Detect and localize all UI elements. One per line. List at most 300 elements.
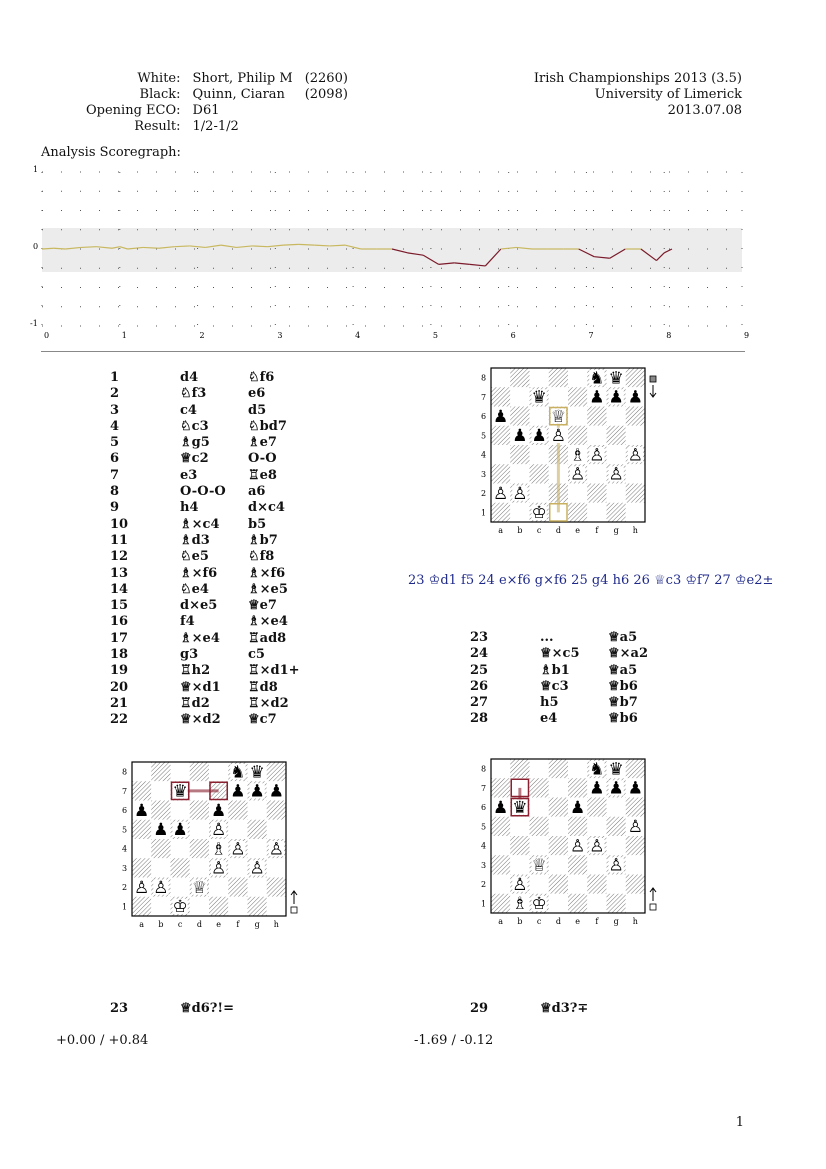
chess-piece-a2: ♙ [493,483,509,504]
board-square-a7 [491,778,510,797]
move-row [110,647,300,663]
score-segment [174,246,190,247]
move-number: 22 [110,712,129,728]
rank-label: 3 [481,469,487,479]
white-move: O-O-O [180,484,226,500]
board-square-h2 [626,875,645,894]
board-square-a3 [132,858,151,877]
move-row [110,500,300,516]
result-value: 1/2-1/2 [192,119,239,134]
board-square-g4 [607,836,626,855]
board-square-e8 [568,368,587,387]
score-segment [330,245,346,246]
black-move: ♕×a2 [608,646,649,662]
x-tick-label: 5 [432,331,438,340]
white-move: ♕c3 [540,678,569,694]
chess-piece-f7: ♟ [589,387,605,408]
chess-piece-g3: ♙ [608,855,624,876]
file-label: e [575,526,580,535]
scoregraph-x-ticks [44,331,749,340]
board-square-f5 [587,426,606,445]
eco-code: D61 [192,103,220,118]
file-label: c [536,526,542,535]
file-label: d [555,917,561,926]
score-segment [54,248,66,249]
move-row [110,549,300,565]
board-square-h6 [626,407,645,426]
rank-label: 1 [481,508,487,518]
file-label: d [196,920,202,929]
black-move: ♖ad8 [248,630,287,646]
black-move: ♕b6 [608,678,638,694]
chess-piece-g3: ♙ [249,858,265,879]
chess-piece-b5: ♟ [153,820,169,841]
black-move: e6 [248,386,266,402]
rank-label: 1 [481,899,487,909]
move-list-second [470,630,648,728]
rank-label: 4 [481,841,487,851]
board-square-h2 [626,484,645,503]
board-square-e1 [568,503,587,522]
move-number: 3 [110,402,120,418]
board-square-c4 [530,836,549,855]
move-row [110,712,300,728]
board-square-d2 [549,875,568,894]
move-number: 5 [110,435,120,451]
board-square-e7 [568,778,587,797]
board-square-h1 [626,503,645,522]
board-square-g1 [607,503,626,522]
move-row [110,468,300,484]
move-number: 20 [110,679,129,695]
black-move: a6 [248,484,266,500]
x-tick-label: 2 [199,331,205,340]
rank-label: 2 [122,883,128,893]
white-move: ♕×d1 [180,679,221,695]
board-square-g1 [607,894,626,913]
board-square-a7 [491,387,510,406]
board-square-h8 [626,368,645,387]
score-segment [314,245,330,246]
side-to-move-icon [650,888,656,910]
event-name: Irish Championships 2013 (3.5) [533,71,742,86]
file-label: g [254,920,260,929]
board-square-e1 [209,897,228,916]
move-row [110,403,300,419]
chess-piece-a6: ♟ [134,800,150,821]
file-label: h [632,526,638,535]
rank-label: 3 [481,860,487,870]
file-label: f [595,526,599,535]
black-move: ♘bd7 [248,418,287,434]
black-move: ♕b6 [608,711,638,727]
move-number: 19 [110,663,129,679]
rank-label: 2 [481,489,487,499]
black-move: ♕c7 [248,712,277,728]
chess-piece-e4: ♗ [570,445,586,466]
chess-diagram-2 [118,762,284,929]
chess-piece-c7: ♛ [172,781,188,802]
chess-piece-c3: ♕ [531,855,547,876]
white-move: f4 [180,614,195,630]
result-label: Result: [134,119,181,134]
board-square-b6 [151,801,170,820]
annotation-move: ♕d6?!= [180,1001,235,1016]
board-square-h5 [626,426,645,445]
board-square-c4 [530,445,549,464]
chess-piece-b1: ♗ [512,894,528,915]
board-square-h4 [626,836,645,855]
white-label: White: [137,71,181,86]
board-square-f3 [587,855,606,874]
board-square-g5 [248,820,267,839]
white-elo: (2260) [304,71,348,86]
board-square-e2 [568,875,587,894]
move-number: 26 [470,678,489,694]
chess-piece-e5: ♙ [211,820,227,841]
rank-label: 1 [122,902,128,912]
side-to-move-icon [291,891,297,913]
move-number: 6 [110,451,120,467]
board-square-f2 [228,878,247,897]
white-move: ♗g5 [180,435,210,451]
white-move: d×e5 [180,598,218,614]
chess-piece-e6: ♟ [570,797,586,818]
board-square-g4 [248,839,267,858]
board-square-b8 [151,762,170,781]
score-segment [81,247,97,248]
x-tick-label: 0 [44,331,50,340]
chess-piece-e3: ♙ [570,464,586,485]
black-move: ♖e8 [248,467,277,483]
rank-label: 8 [481,764,487,774]
event-date: 2013.07.08 [667,103,742,118]
evaluation: +0.00 / +0.84 [56,1033,149,1048]
x-tick-label: 7 [588,331,594,340]
board-square-a3 [491,464,510,483]
board-square-c8 [530,759,549,778]
black-move: ♗e7 [248,435,277,451]
board-square-e8 [209,762,228,781]
move-number: 7 [110,467,120,483]
board-square-c6 [530,407,549,426]
board-square-c2 [530,875,549,894]
board-square-g2 [607,484,626,503]
rank-label: 7 [481,392,487,402]
board-svg [118,762,318,942]
rank-label: 8 [122,767,128,777]
file-label: a [498,526,504,535]
board-square-a1 [132,897,151,916]
white-move: ♘c3 [180,418,209,434]
rank-label: 6 [481,803,487,813]
chess-piece-f7: ♟ [589,778,605,799]
board-square-a1 [491,503,510,522]
board-square-h6 [626,798,645,817]
board-square-b8 [510,759,529,778]
black-elo: (2098) [304,87,348,102]
white-move: ♕c2 [180,451,209,467]
chess-piece-c1: ♔ [531,894,547,915]
board-square-b8 [510,368,529,387]
chess-piece-a6: ♟ [493,797,509,818]
board-square-h1 [267,897,286,916]
board-svg [477,368,677,548]
move-row [110,696,300,712]
white-move: ♗b1 [540,662,570,678]
board-square-d3 [190,858,209,877]
board-square-c3 [171,858,190,877]
chess-piece-f8: ♞ [589,368,605,389]
chess-piece-a2: ♙ [134,877,150,898]
scoregraph-label: Analysis Scoregraph: [41,145,181,160]
move-row [110,663,300,679]
board-square-f2 [587,875,606,894]
board-square-g6 [248,801,267,820]
board-square-a3 [491,855,510,874]
rank-label: 5 [481,822,487,832]
chess-piece-h4: ♙ [268,839,284,860]
file-label: c [177,920,183,929]
board-square-b6 [510,407,529,426]
file-label: a [139,920,145,929]
move-number: 28 [470,711,489,727]
move-row [470,679,648,695]
move-number: 15 [110,598,129,614]
chess-piece-h7: ♟ [268,781,284,802]
board-square-b7 [510,387,529,406]
board-square-f6 [587,407,606,426]
file-label: c [536,917,542,926]
black-move: ♗×e5 [248,581,288,597]
board-square-e5 [568,817,587,836]
chess-piece-g7: ♟ [249,781,265,802]
black-move: ♖d8 [248,679,278,695]
move-row [110,517,300,533]
rank-label: 4 [481,450,487,460]
board-square-f5 [587,817,606,836]
board-square-g1 [248,897,267,916]
black-move: c5 [248,647,265,663]
board-square-a5 [491,817,510,836]
rank-label: 8 [481,373,487,383]
chess-piece-c1: ♔ [531,503,547,524]
white-move: ♗×e4 [180,630,220,646]
score-segment [283,244,299,245]
chess-piece-g8: ♛ [608,368,624,389]
chess-piece-f8: ♞ [230,762,246,783]
board-square-h3 [626,855,645,874]
board-square-a8 [491,368,510,387]
annotation-move: ♕d3?∓ [540,1001,589,1016]
chess-piece-f4: ♙ [589,445,605,466]
board-square-a1 [491,894,510,913]
white-move: c4 [180,402,197,418]
file-label: b [517,526,523,535]
chess-piece-b2: ♙ [512,874,528,895]
board-square-f3 [228,858,247,877]
move-number: 23 [470,630,489,645]
x-tick-label: 4 [355,331,361,340]
chess-piece-g8: ♛ [608,759,624,780]
file-label: g [613,526,619,535]
chess-piece-h7: ♟ [627,387,643,408]
board-square-g6 [607,798,626,817]
white-move: ♘e4 [180,581,209,597]
move-number: 4 [110,418,120,434]
chess-piece-b6: ♛ [512,797,528,818]
chess-piece-d6: ♕ [550,406,566,427]
chess-piece-g3: ♙ [608,464,624,485]
board-square-c4 [171,839,190,858]
x-tick-label: 3 [277,331,283,340]
board-square-b1 [510,503,529,522]
score-segment [299,244,315,245]
black-move: ♖×d1+ [248,663,300,679]
file-label: e [216,920,221,929]
file-label: d [555,526,561,535]
chess-piece-e4: ♗ [211,839,227,860]
move-number: 16 [110,614,129,630]
move-number: 18 [110,647,129,663]
chess-piece-g8: ♛ [249,762,265,783]
rank-label: 3 [122,863,128,873]
move-number: 14 [110,581,129,597]
x-tick-label: 9 [744,331,750,340]
white-move: h5 [540,695,559,711]
board-square-h8 [626,759,645,778]
rank-label: 6 [122,806,128,816]
move-row [110,680,300,696]
file-label: a [498,917,504,926]
rank-label: 6 [481,412,487,422]
board-square-a8 [491,759,510,778]
black-move: ♕b7 [608,695,638,711]
x-tick-label: 1 [121,331,127,340]
move-row [110,598,300,614]
y-tick-label: 0 [33,242,39,251]
board-square-c7 [530,778,549,797]
evaluation: -1.69 / -0.12 [414,1033,494,1048]
black-move: ♕e7 [248,598,277,614]
white-move: h4 [180,500,199,516]
chess-piece-b2: ♙ [153,877,169,898]
black-player: Quinn, Ciaran [192,87,285,102]
move-row [110,370,300,386]
board-square-e1 [568,894,587,913]
file-label: b [517,917,523,926]
board-square-a8 [132,762,151,781]
white-move: g3 [180,647,199,663]
move-number: 27 [470,695,489,711]
move-number: 9 [110,500,120,516]
move-row [110,614,300,630]
board-square-e3 [568,855,587,874]
rank-label: 5 [481,431,487,441]
board-square-b1 [151,897,170,916]
y-tick-label: -1 [30,319,38,328]
board-square-h5 [267,820,286,839]
rank-label: 2 [481,880,487,890]
board-square-h8 [267,762,286,781]
chess-piece-c5: ♟ [531,426,547,447]
move-row [110,631,300,647]
black-move: ♗b7 [248,532,278,548]
board-square-e6 [568,407,587,426]
board-square-h3 [626,464,645,483]
board-square-a4 [132,839,151,858]
board-square-e8 [568,759,587,778]
white-move: d4 [180,370,199,385]
black-move: ♗×e4 [248,614,288,630]
board-square-e7 [568,387,587,406]
chess-piece-g7: ♟ [608,387,624,408]
y-tick-label: 1 [33,165,39,174]
white-move: e4 [540,711,558,727]
board-square-b4 [510,836,529,855]
board-square-a4 [491,445,510,464]
black-move: ♕a5 [608,630,638,645]
file-label: f [236,920,240,929]
board-square-d5 [190,820,209,839]
board-square-h6 [267,801,286,820]
board-square-g2 [607,875,626,894]
white-player: Short, Philip M [192,71,293,86]
scoregraph-band [42,228,742,272]
chess-piece-e3: ♙ [211,858,227,879]
move-number: 1 [110,370,120,385]
black-move: d×c4 [248,500,285,516]
page-number: 1 [735,1115,744,1130]
move-number: 8 [110,484,120,500]
file-label: h [632,917,638,926]
chess-piece-e6: ♟ [211,800,227,821]
chess-piece-c1: ♔ [172,897,188,918]
board-square-a5 [491,426,510,445]
board-square-h2 [267,878,286,897]
black-move: ♘f6 [248,370,275,385]
black-move: O-O [248,451,277,467]
chess-piece-a6: ♟ [493,406,509,427]
board-square-c3 [530,464,549,483]
rank-label: 7 [122,786,128,796]
chess-piece-c5: ♟ [172,820,188,841]
move-row [470,711,648,727]
board-square-f1 [587,894,606,913]
board-square-b3 [151,858,170,877]
event-info [534,71,742,119]
board-square-c8 [171,762,190,781]
black-move: b5 [248,516,267,532]
move-number: 24 [470,646,489,662]
board-square-f6 [587,798,606,817]
board-square-f5 [228,820,247,839]
chess-piece-f8: ♞ [589,759,605,780]
board-square-a2 [491,875,510,894]
variation-line: 23 ♔d1 f5 24 e×f6 g×f6 25 g4 h6 26 ♕c3 ♔f7 27 ♔e2± [408,573,774,588]
score-segment [143,247,159,248]
scoregraph-chart [30,160,760,340]
board-square-f1 [228,897,247,916]
move-row [470,646,648,662]
game-header [80,71,354,135]
white-move: ♕×c5 [540,646,580,662]
chess-piece-f4: ♙ [589,836,605,857]
chess-piece-c7: ♛ [531,387,547,408]
board-square-d1 [549,894,568,913]
move-row [470,630,648,646]
move-row [110,484,300,500]
